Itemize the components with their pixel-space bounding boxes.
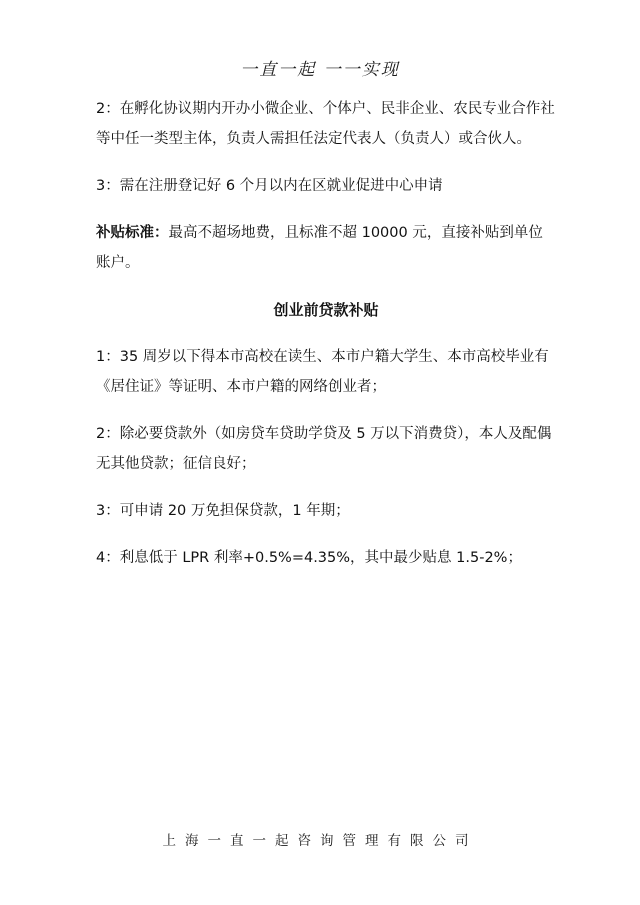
subsidy-standard-label: 补贴标准： — [96, 225, 169, 241]
header-slogan: 一直一起 一一实现 — [240, 60, 400, 80]
intro-item-2: 2：在孵化协议期内开办小微企业、个体户、民非企业、农民专业合作社等中任一类型主体，负责人需担任法定代表人（负责人）或合伙人。 — [96, 101, 555, 147]
subsidy-standard — [96, 218, 556, 278]
section-item-4: 4：利息低于 LPR 利率+0.5%=4.35%，其中最少贴息 1.5-2%； — [96, 550, 522, 566]
intro-item-3: 3：需在注册登记好 6 个月以内在区就业促进中心申请 — [96, 178, 443, 194]
document-body — [96, 94, 556, 590]
section-item-1: 1：35 周岁以下得本市高校在读生、本市户籍大学生、本市高校毕业有《居住证》等证明、本市户籍的网络创业者； — [96, 349, 549, 395]
section-title: 创业前贷款补贴 — [273, 301, 379, 319]
section-item-2: 2：除必要贷款外（如房贷车贷助学贷及 5 万以下消费贷），本人及配偶无其他贷款；征信良好； — [96, 426, 552, 472]
footer-company: 上海一直一起咨询管理有限公司 — [162, 833, 478, 849]
section-item-3: 3：可申请 20 万免担保贷款，1 年期； — [96, 503, 350, 519]
subsidy-standard-text: 最高不超场地费，且标准不超 10000 元，直接补贴到单位账户。 — [96, 225, 543, 271]
